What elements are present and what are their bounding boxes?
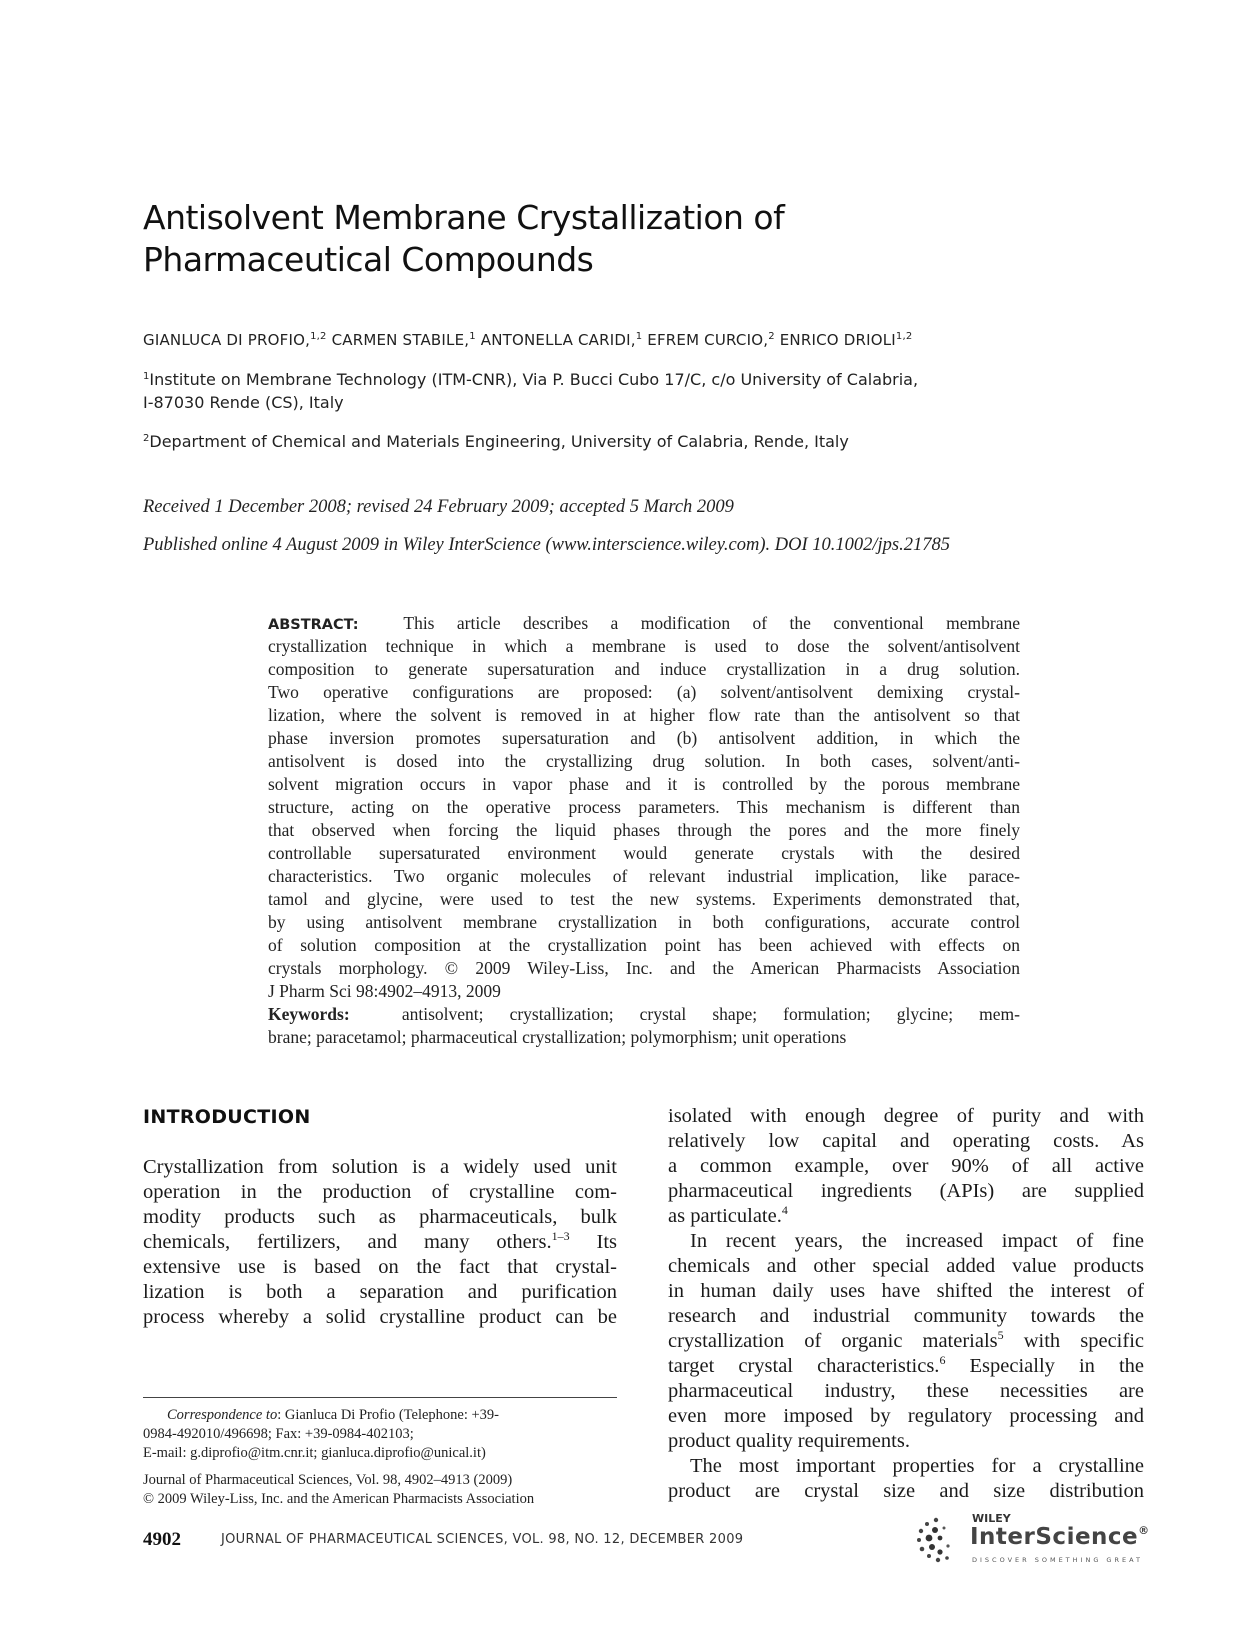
journal-citation: J Pharm Sci 98:4902–4913, 2009	[268, 981, 501, 1001]
footnote-line: © 2009 Wiley-Liss, Inc. and the American Pharmacists Association	[143, 1491, 535, 1507]
body-line: chemicals and other special added value products	[668, 1255, 1144, 1277]
author-affiliation-mark: 1,2	[310, 331, 327, 342]
abstract-line: crystals morphology. © 2009 Wiley-Liss, Inc. and the American Pharmacists Association	[268, 958, 1020, 978]
body-line: In recent years, the increased impact of fine	[690, 1230, 1144, 1252]
body-line: operation in the production of crystalline com-	[143, 1181, 617, 1203]
reference-mark: 5	[997, 1328, 1004, 1342]
author-name: ENRICO DRIOLI	[779, 331, 896, 349]
body-column-left	[143, 1155, 617, 1330]
author-name: CARMEN STABILE,	[331, 331, 470, 349]
footnote-line: Journal of Pharmaceutical Sciences, Vol. 98, 4902–4913 (2009)	[143, 1472, 513, 1488]
body-column-right	[668, 1104, 1144, 1504]
body-line: modity products such as pharmaceuticals, bulk	[143, 1206, 617, 1228]
body-text: Especially in the	[945, 1355, 1144, 1377]
page-number: 4902	[143, 1529, 181, 1550]
body-line: research and industrial community towards the	[668, 1305, 1144, 1327]
dot-swirl-icon	[916, 1516, 966, 1568]
body-line: target crystal characteristics.	[668, 1355, 940, 1377]
registered-mark: ®	[1138, 1524, 1150, 1537]
body-line: relatively low capital and operating costs. As	[668, 1130, 1144, 1152]
logo-tagline: DISCOVER SOMETHING GREAT	[972, 1556, 1143, 1564]
body-text: with specific	[1003, 1330, 1144, 1352]
body-line: crystallization of organic materials	[668, 1330, 998, 1352]
title-line-1: Antisolvent Membrane Crystallization of	[143, 198, 785, 237]
footnote-divider	[143, 1397, 617, 1398]
affiliation-mark: 2	[143, 433, 150, 444]
affiliation-text: Department of Chemical and Materials Engineering, University of Calabria, Rende, Italy	[149, 432, 849, 451]
abstract	[268, 612, 1020, 1049]
author-affiliation-mark: 1	[469, 331, 476, 342]
journal-running-footer: JOURNAL OF PHARMACEUTICAL SCIENCES, VOL. 98, NO. 12, DECEMBER 2009	[221, 1532, 744, 1547]
author-name: ANTONELLA CARIDI,	[480, 331, 636, 349]
body-line: The most important properties for a crystalline	[690, 1455, 1144, 1477]
abstract-line: lization, where the solvent is removed in at higher flow rate than the antisolvent so that	[268, 705, 1020, 725]
correspondence-label: Correspondence to	[167, 1407, 278, 1423]
affiliation-1	[143, 368, 918, 414]
body-line: pharmaceutical industry, these necessities are	[668, 1380, 1144, 1402]
body-line: Crystallization from solution is a widely used unit	[143, 1156, 617, 1178]
body-line: isolated with enough degree of purity and with	[668, 1105, 1144, 1127]
abstract-line: by using antisolvent membrane crystallization in both configurations, accurate control	[268, 912, 1020, 932]
interscience-wordmark: InterScience	[970, 1524, 1139, 1550]
affiliation-text: I-87030 Rende (CS), Italy	[143, 393, 344, 412]
received-dates: Received 1 December 2008; revised 24 February 2009; accepted 5 March 2009	[143, 497, 734, 517]
abstract-line: solvent migration occurs in vapor phase and it is controlled by the porous membrane	[268, 774, 1020, 794]
body-line: as particulate.	[668, 1205, 782, 1227]
author-affiliation-mark: 1	[635, 331, 643, 342]
abstract-line: antisolvent is dosed into the crystallizing drug solution. In both cases, solvent/anti-	[268, 751, 1020, 771]
keywords-label: Keywords:	[268, 1004, 350, 1024]
affiliation-mark: 1	[143, 371, 150, 382]
abstract-line: This article describes a modification of the conventional membrane	[403, 613, 1020, 633]
author-name: EFREM CURCIO,	[647, 331, 769, 349]
affiliation-2	[143, 430, 849, 453]
section-heading: INTRODUCTION	[143, 1106, 311, 1128]
abstract-line: tamol and glycine, were used to test the new systems. Experiments demonstrated that,	[268, 889, 1020, 909]
body-line: pharmaceutical ingredients (APIs) are supplied	[668, 1180, 1144, 1202]
reference-mark: 6	[939, 1353, 946, 1367]
keywords-line: antisolvent; crystallization; crystal shape; formulation; glycine; mem-	[401, 1004, 1020, 1024]
abstract-line: structure, acting on the operative process parameters. This mechanism is different than	[268, 797, 1020, 817]
publication-info: Published online 4 August 2009 in Wiley InterScience (www.interscience.wiley.com). DOI 10.1002/jps.21785	[143, 535, 951, 555]
article-title	[143, 197, 1043, 281]
footnote-line: 0984-492010/496698; Fax: +39-0984-402103;	[143, 1426, 414, 1442]
abstract-line: characteristics. Two organic molecules of relevant industrial implication, like parace-	[268, 866, 1020, 886]
affiliation-text: Institute on Membrane Technology (ITM-CNR), Via P. Bucci Cubo 17/C, c/o University of Calabria,	[149, 370, 919, 389]
author-name: GIANLUCA DI PROFIO,	[143, 331, 311, 349]
body-line: product quality requirements.	[668, 1430, 910, 1452]
body-text: Its	[569, 1231, 617, 1253]
author-list	[143, 331, 912, 349]
abstract-line: of solution composition at the crystallization point has been achieved with effects on	[268, 935, 1020, 955]
author-affiliation-mark: 1,2	[895, 331, 913, 342]
body-line: even more imposed by regulatory processing and	[668, 1405, 1144, 1427]
body-line: a common example, over 90% of all active	[668, 1155, 1144, 1177]
body-line: in human daily uses have shifted the interest of	[668, 1280, 1144, 1302]
wiley-interscience-logo	[916, 1512, 1150, 1572]
body-line: extensive use is based on the fact that crystal-	[143, 1256, 617, 1278]
abstract-line: crystallization technique in which a membrane is used to dose the solvent/antisolvent	[268, 636, 1020, 656]
abstract-line: that observed when forcing the liquid phases through the pores and the more finely	[268, 820, 1020, 840]
abstract-line: phase inversion promotes supersaturation and (b) antisolvent addition, in which the	[268, 728, 1020, 748]
wiley-wordmark: WILEY	[972, 1512, 1011, 1525]
body-line: lization is both a separation and purification	[143, 1281, 617, 1303]
correspondence-footnote	[143, 1406, 617, 1509]
abstract-line: Two operative configurations are proposed: (a) solvent/antisolvent demixing crystal-	[268, 682, 1020, 702]
abstract-label: ABSTRACT:	[268, 617, 359, 633]
reference-mark: 1–3	[551, 1229, 570, 1243]
body-line: product are crystal size and size distribution	[668, 1480, 1144, 1502]
keywords-line: brane; paracetamol; pharmaceutical crystallization; polymorphism; unit operations	[268, 1027, 847, 1047]
reference-mark: 4	[781, 1203, 788, 1217]
footnote-line: E-mail: g.diprofio@itm.cnr.it; gianluca.diprofio@unical.it)	[143, 1445, 486, 1461]
footnote-line: : Gianluca Di Profio (Telephone: +39-	[277, 1407, 500, 1423]
body-line: process whereby a solid crystalline product can be	[143, 1306, 617, 1328]
title-line-2: Pharmaceutical Compounds	[143, 240, 594, 279]
body-line: chemicals, fertilizers, and many others.	[143, 1231, 552, 1253]
abstract-line: composition to generate supersaturation and induce crystallization in a drug solution.	[268, 659, 1020, 679]
abstract-line: controllable supersaturated environment would generate crystals with the desired	[268, 843, 1020, 863]
author-affiliation-mark: 2	[768, 331, 775, 342]
